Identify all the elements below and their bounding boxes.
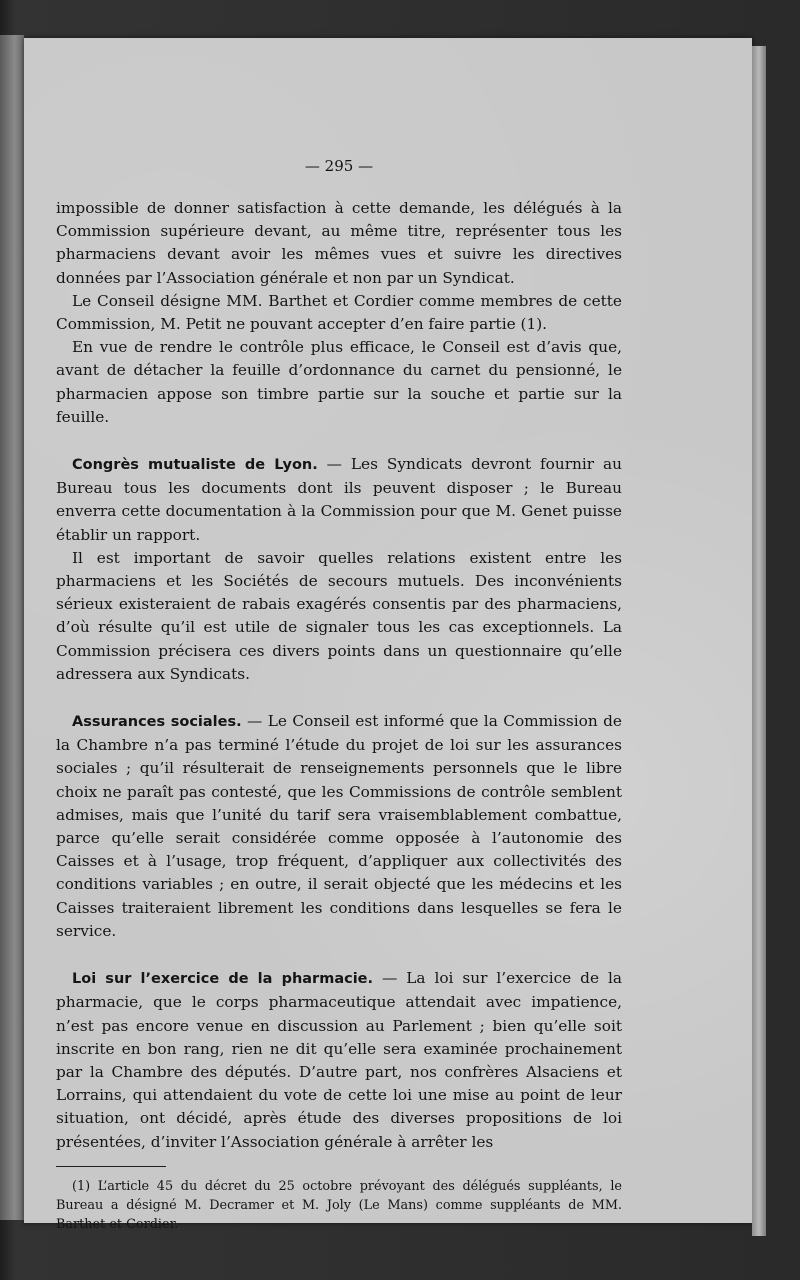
- section-loi-pharmacie: [56, 967, 622, 1154]
- paragraph-commission: impossible de donner satisfaction à cette demande, les délégués à la Commission supérieure devant, au même titre, représenter tous les pharmaciens devant avoir les mêmes vues et suivre les directives données par l’Association générale et non par un Syndicat.: [56, 199, 622, 287]
- page-number: — 295 —: [304, 157, 374, 175]
- section-congres-mutualiste: [56, 453, 622, 547]
- section-text-assurances: — Le Conseil est informé que la Commission de la Chambre n’a pas terminé l’étude du projet de loi sur les assurances sociales ; qu’il résulterait de renseignements personnels que le libre choix ne paraît pas contesté, que les Commissions de contrôle semblent admises, mais que l’unité du tarif sera vraisemblablement combattue, parce qu’elle serait considérée comme opposée à l’autonomie des Caisses et à l’usage, trop fréquent, d’appliquer aux collectivités des conditions variables ; en outre, il serait objecté que les médecins et les Caisses traiteraient librement les conditions dans lesquelles se fera le service.: [56, 712, 622, 940]
- section-text-congres: — Les Syndicats devront fournir au Bureau tous les documents dont ils peuvent disposer ; le Bureau enverra cette documentation à la Commission pour que M. Genet puisse établir un rapport.: [56, 455, 622, 544]
- paragraph-relations: Il est important de savoir quelles relations existent entre les pharmaciens et les Sociétés de secours mutuels. Des inconvénients sérieux existeraient de rabais exagérés consentis par des pharmaciens, d’où résulte qu’il est utile de signaler tous les cas exceptionnels. La Commission précisera ces divers points dans un questionnaire qu’elle adressera aux Syndicats.: [56, 548, 622, 683]
- section-assurances-sociales: [56, 710, 622, 943]
- paragraph-council-designation: Le Conseil désigne MM. Barthet et Cordier comme membres de cette Commission, M. Petit ne pouvant accepter d’en faire partie (1).: [56, 291, 622, 334]
- footnote-one: (1) L’article 45 du décret du 25 octobre prévoyant des délégués suppléants, le Bureau a désigné M. Decramer et M. Joly (Le Mans) comme suppléants de MM. Barthet et Cordier.: [56, 1178, 622, 1232]
- section-title-congres: Congrès mutualiste de Lyon.: [72, 457, 318, 474]
- page-content: [56, 157, 622, 1234]
- footnote-separator: [56, 1166, 166, 1167]
- section-title-loi: Loi sur l’exercice de la pharmacie.: [72, 971, 374, 988]
- page-stack-edge: [752, 46, 766, 1236]
- facing-page-edge: [0, 35, 24, 1220]
- section-title-assurances: Assurances sociales.: [72, 714, 242, 731]
- paragraph-control: En vue de rendre le contrôle plus efficace, le Conseil est d’avis que, avant de détacher la feuille d’ordonnance du carnet du pensionné, le pharmacien appose son timbre partie sur la souche et partie sur la feuille.: [56, 338, 622, 426]
- section-text-loi: — La loi sur l’exercice de la pharmacie, que le corps pharmaceutique attendait avec impatience, n’est pas encore venue en discussion au Parlement ; bien qu’elle soit inscrite en bon rang, rien ne dit qu’elle sera examinée prochainement par la Chambre des députés. D’autre part, nos confrères Alsaciens et Lorrains, qui attendaient du vote de cette loi une mise au point de leur situation, ont décidé, après étude des diverses propositions de loi présentées, d’inviter l’Association générale à arrêter les: [56, 969, 622, 1151]
